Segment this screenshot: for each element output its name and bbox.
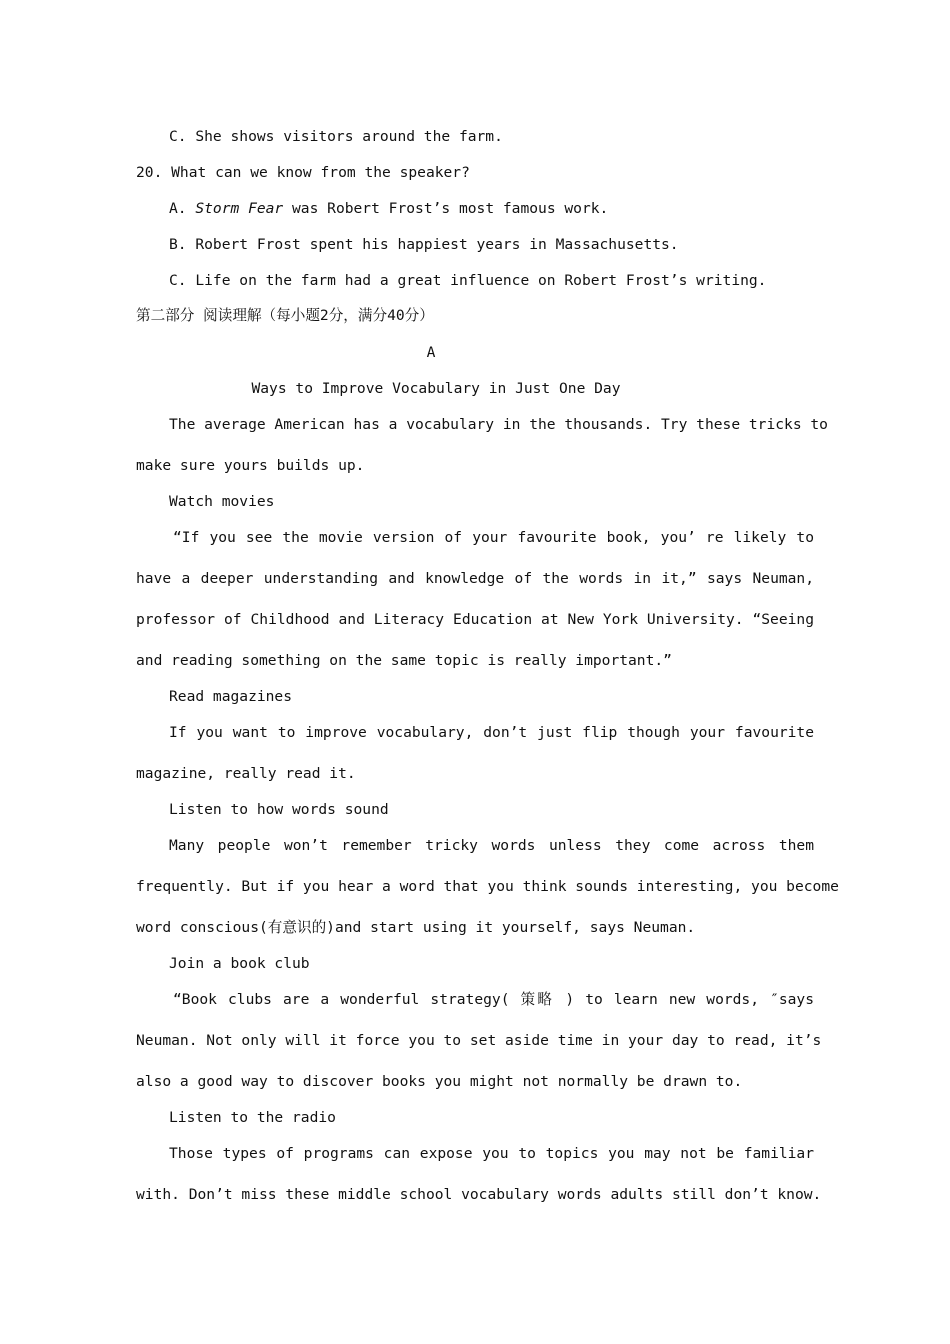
question-20-option-c: C. Life on the farm had a great influence on Robert Frost’s writing. <box>169 272 767 289</box>
option-a-title: Storm Fear <box>195 200 284 217</box>
passage-title: Ways to Improve Vocabulary in Just One Day <box>251 380 621 397</box>
section-heading-listen-words: Listen to how words sound <box>169 801 389 818</box>
paragraph-line: professor of Childhood and Literacy Education at New York University. “Seeing <box>136 611 814 628</box>
paragraph-line: “If you see the movie version of your favourite book, you’ re likely to <box>173 529 814 546</box>
intro-line-1: The average American has a vocabulary in the thousands. Try these tricks to <box>169 416 828 433</box>
section-heading-book-club: Join a book club <box>169 955 310 972</box>
paragraph-line: and reading something on the same topic is really important.” <box>136 652 672 669</box>
section-heading-read-magazines: Read magazines <box>169 688 293 705</box>
paragraph-line: magazine, really read it. <box>136 765 356 782</box>
section-heading-radio: Listen to the radio <box>169 1109 336 1126</box>
option-a-prefix: A. <box>169 200 196 217</box>
paragraph-line: also a good way to discover books you might not normally be drawn to. <box>136 1073 743 1090</box>
question-19-option-c: C. She shows visitors around the farm. <box>169 128 503 145</box>
paragraph-line: Those types of programs can expose you to topics you may not be familiar <box>169 1145 814 1162</box>
paragraph-line: frequently. But if you hear a word that you think sounds interesting, you become <box>136 878 839 895</box>
option-a-rest: was Robert Frost’s most famous work. <box>283 200 609 217</box>
paragraph-line: with. Don’t miss these middle school vocabulary words adults still don’t know. <box>136 1186 822 1203</box>
question-20-option-b: B. Robert Frost spent his happiest years in Massachusetts. <box>169 236 679 253</box>
question-20-stem: 20. What can we know from the speaker? <box>136 164 470 181</box>
paragraph-line: word conscious(有意识的)and start using it yourself, says Neuman. <box>136 919 696 936</box>
intro-line-2: make sure yours builds up. <box>136 457 365 474</box>
paragraph-line: have a deeper understanding and knowledge of the words in it,” says Neuman, <box>136 570 814 587</box>
question-20-option-a <box>169 199 608 219</box>
paragraph-line: “Book clubs are a wonderful strategy( 策略 ) to learn new words, ″says <box>173 991 814 1008</box>
paragraph-line: Many people won’t remember tricky words unless they come across them <box>169 837 814 854</box>
passage-label: A <box>426 344 436 361</box>
paragraph-line: Neuman. Not only will it force you to set aside time in your day to read, it’s <box>136 1032 822 1049</box>
paragraph-line: If you want to improve vocabulary, don’t just flip though your favourite <box>169 724 814 741</box>
part-two-heading: 第二部分 阅读理解（每小题2分，满分40分） <box>136 307 434 324</box>
section-heading-watch-movies: Watch movies <box>169 493 275 510</box>
